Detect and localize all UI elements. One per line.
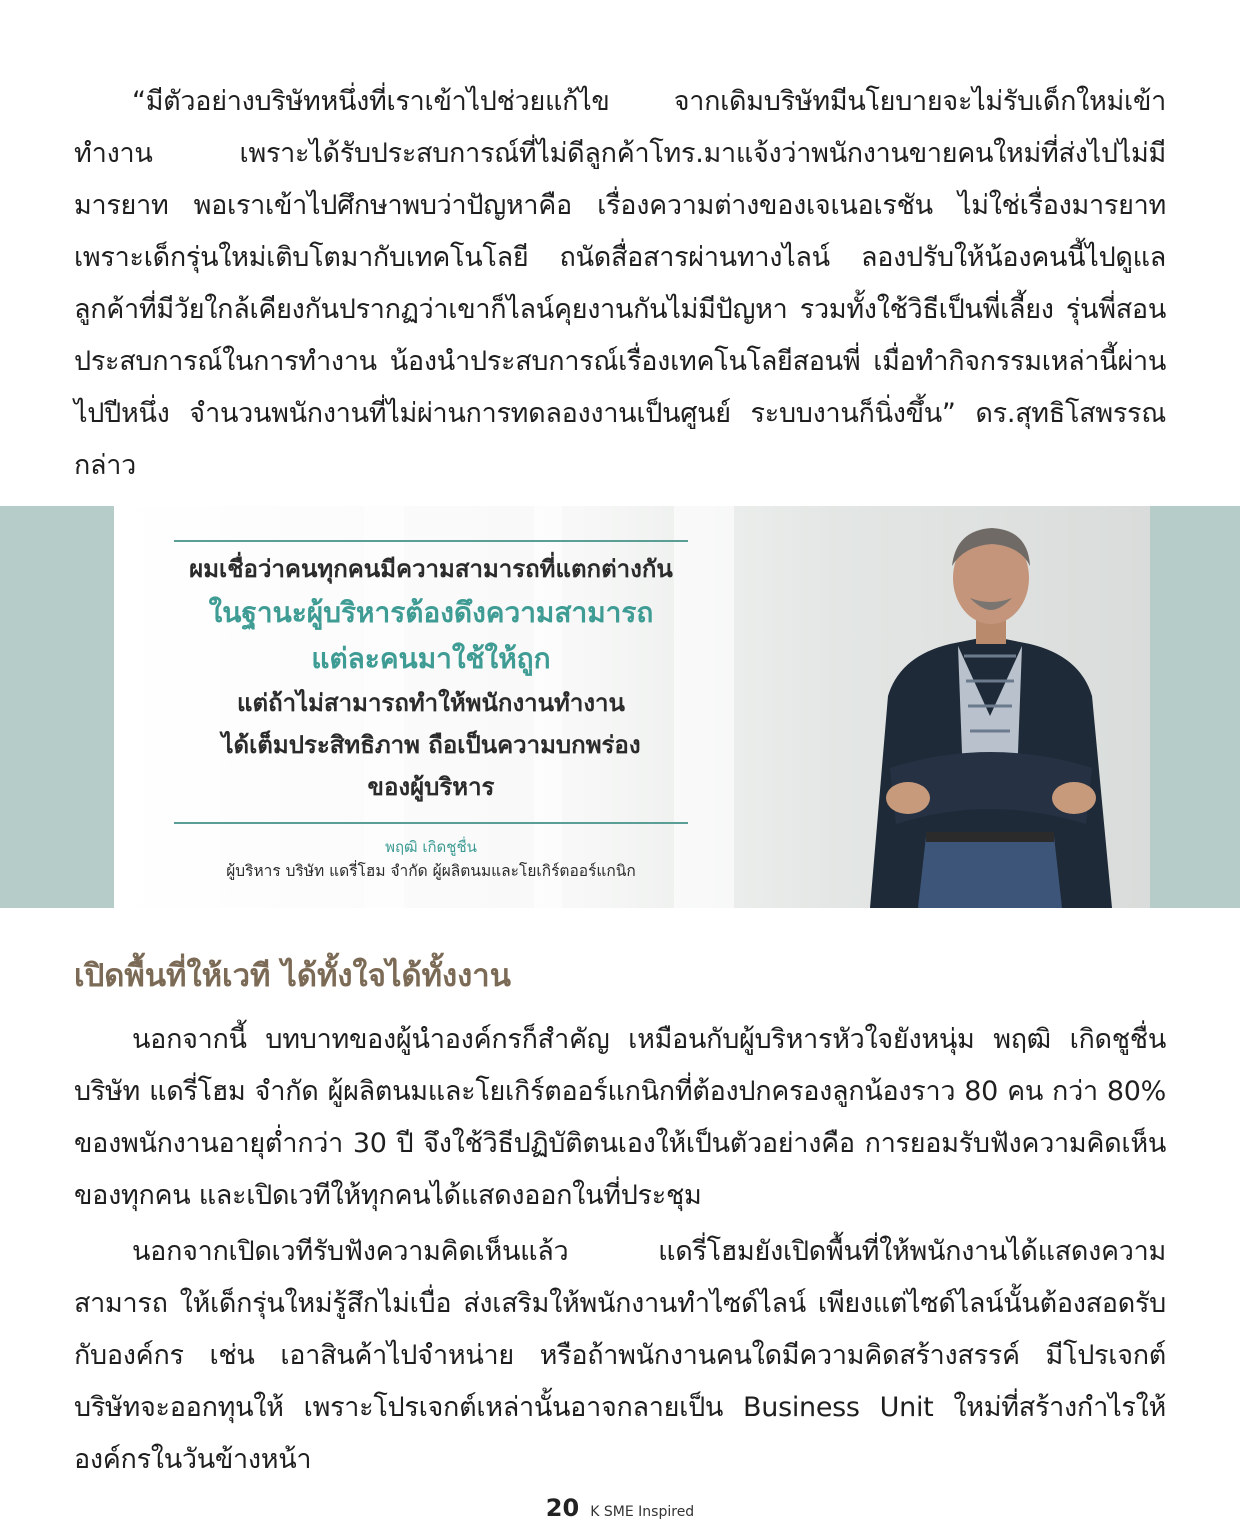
quote-panel — [114, 506, 1150, 908]
quote-line-highlight: แต่ละคนมาใช้ให้ถูก — [311, 642, 551, 675]
quote-line: แต่ถ้าไม่สามารถทำให้พนักงานทำงาน — [237, 689, 625, 717]
quote-rule-bottom — [174, 822, 688, 824]
quote-line: ได้เต็มประสิทธิภาพ ถือเป็นความบกพร่อง — [221, 731, 641, 759]
attribution-title: ผู้บริหาร บริษัท แดรี่โฮม จำกัด ผู้ผลิตนมและโยเกิร์ตออร์แกนิก — [226, 862, 636, 880]
quote-line: ผมเชื่อว่าคนทุกคนมีความสามารถที่แตกต่างกัน — [189, 555, 673, 583]
page-footer — [0, 1494, 1240, 1522]
quote-rule-top — [174, 540, 688, 542]
section-heading: เปิดพื้นที่ให้เวที ได้ทั้งใจได้ทั้งงาน — [74, 958, 511, 994]
article-paragraph-1: “มีตัวอย่างบริษัทหนึ่งที่เราเข้าไปช่วยแก้ไข จากเดิมบริษัทมีนโยบายจะไม่รับเด็กใหม่เข้าทำงาน เพราะได้รับประสบการณ์ที่ไม่ดีลูกค้าโทร.มาแจ้งว่าพนักงานขายคนใหม่ที่ส่งไปไม่มีมารยาท พอเราเข้าไปศึกษาพบว่าปัญหาคือ เรื่องความต่างของเจเนอเรชัน ไม่ใช่เรื่องมารยาท เพราะเด็กรุ่นใหม่เติบโตมากับเทคโนโลยี ถนัดสื่อสารผ่านทางไลน์ ลองปรับให้น้องคนนี้ไปดูแลลูกค้าที่มีวัยใกล้เคียงกันปรากฏว่าเขาก็ไลน์คุยงานกันไม่มีปัญหา รวมทั้งใช้วิธีเป็นพี่เลี้ยง รุ่นพี่สอนประสบการณ์ในการทำงาน น้องนำประสบการณ์เรื่องเทคโนโลยีสอนพี่ เมื่อทำกิจกรรมเหล่านี้ผ่านไปปีหนึ่ง จำนวนพนักงานที่ไม่ผ่านการทดลองงานเป็นศูนย์ ระบบงานก็นิ่งขึ้น” ดร.สุทธิโสพรรณกล่าว — [74, 86, 1166, 481]
quote-line: ของผู้บริหาร — [367, 773, 495, 801]
pull-quote — [174, 548, 688, 808]
magazine-name: K SME Inspired — [590, 1504, 695, 1520]
quote-attribution — [154, 836, 708, 884]
article-paragraph-2: นอกจากนี้ บทบาทของผู้นำองค์กรก็สำคัญ เหมือนกับผู้บริหารหัวใจยังหนุ่ม พฤฒิ เกิดชูชื่น บริษัท แดรี่โฮม จำกัด ผู้ผลิตนมและโยเกิร์ตออร์แกนิกที่ต้องปกครองลูกน้องราว 80 คน กว่า 80% ของพนักงานอายุต่ำกว่า 30 ปี จึงใช้วิธีปฏิบัติตนเองให้เป็นตัวอย่างคือ การยอมรับฟังความคิดเห็นของทุกคน และเปิดเวทีให้ทุกคนได้แสดงออกในที่ประชุม — [74, 1024, 1166, 1211]
page-number: 20 — [545, 1494, 580, 1522]
portrait-photo — [830, 506, 1150, 908]
article-paragraph-3: นอกจากเปิดเวทีรับฟังความคิดเห็นแล้ว แดรี่โฮมยังเปิดพื้นที่ให้พนักงานได้แสดงความสามารถ ให้เด็กรุ่นใหม่รู้สึกไม่เบื่อ ส่งเสริมให้พนักงานทำไซด์ไลน์ เพียงแต่ไซด์ไลน์นั้นต้องสอดรับกับองค์กร เช่น เอาสินค้าไปจำหน่าย หรือถ้าพนักงานคนใดมีความคิดสร้างสรรค์ มีโปรเจกต์ บริษัทจะออกทุนให้ เพราะโปรเจกต์เหล่านั้นอาจกลายเป็น Business Unit ใหม่ที่สร้างกำไรให้องค์กรในวันข้างหน้า — [74, 1236, 1166, 1475]
quote-line-highlight: ในฐานะผู้บริหารต้องดึงความสามารถ — [208, 596, 654, 629]
quote-band — [0, 506, 1240, 908]
attribution-name: พฤฒิ เกิดชูชื่น — [385, 838, 477, 856]
